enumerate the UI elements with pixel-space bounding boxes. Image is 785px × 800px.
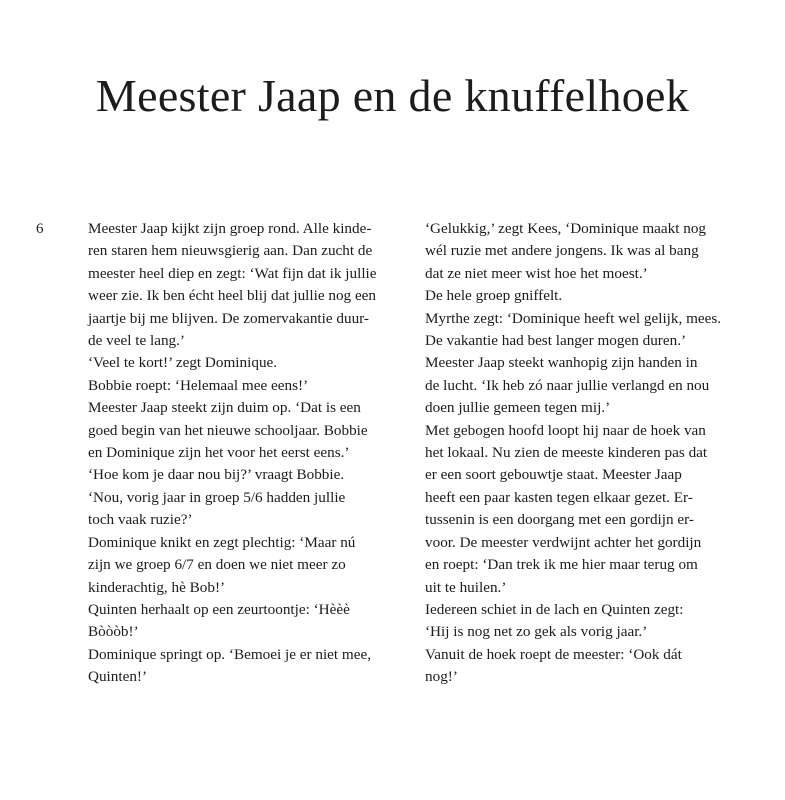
text-line: weer zie. Ik ben écht heel blij dat jullie nog een bbox=[88, 287, 377, 305]
text-line: Quinten!’ bbox=[88, 668, 148, 686]
text-line: Meester Jaap steekt zijn duim op. ‘Dat is een bbox=[88, 399, 361, 417]
text-line: kinderachtig, hè Bob!’ bbox=[88, 578, 226, 596]
text-line: zijn we groep 6/7 en doen we niet meer zo bbox=[88, 556, 346, 574]
text-line: en Dominique zijn het voor het eerst eens.’ bbox=[88, 444, 350, 462]
text-line: ‘Hoe kom je daar nou bij?’ vraagt Bobbie. bbox=[88, 466, 345, 484]
text-line: ‘Hij is nog net zo gek als vorig jaar.’ bbox=[425, 623, 648, 641]
text-line: ren staren hem nieuwsgierig aan. Dan zucht de bbox=[88, 242, 373, 260]
text-line: Vanuit de hoek roept de meester: ‘Ook dát bbox=[425, 645, 682, 663]
text-line: Met gebogen hoofd loopt hij naar de hoek van bbox=[425, 421, 706, 439]
page-title: Meester Jaap en de knuffelhoek bbox=[95, 70, 690, 121]
text-line: wél ruzie met andere jongens. Ik was al bang bbox=[425, 242, 699, 260]
text-line: Meester Jaap kijkt zijn groep rond. Alle kinde- bbox=[88, 220, 372, 237]
text-column-left bbox=[88, 218, 414, 689]
text-line: Bobbie roept: ‘Helemaal mee eens!’ bbox=[88, 376, 309, 394]
text-line: heeft een paar kasten tegen elkaar gezet. Er- bbox=[425, 488, 693, 506]
text-line: Dominique springt op. ‘Bemoei je er niet mee, bbox=[88, 645, 372, 663]
text-line: het lokaal. Nu zien de meeste kinderen pas dat bbox=[425, 444, 708, 462]
text-line: voor. De meester verdwijnt achter het gordijn bbox=[425, 533, 702, 551]
text-line: toch vaak ruzie?’ bbox=[88, 511, 193, 529]
text-line: doen jullie gemeen tegen mij.’ bbox=[425, 399, 611, 417]
text-line: Meester Jaap steekt wanhopig zijn handen in bbox=[425, 354, 698, 372]
text-line: Quinten herhaalt op een zeurtoontje: ‘Hèèè bbox=[88, 600, 350, 618]
text-line: tussenin is een doorgang met een gordijn er- bbox=[425, 511, 694, 529]
text-line: ‘Gelukkig,’ zegt Kees, ‘Dominique maakt nog bbox=[425, 220, 707, 237]
text-line: er een soort gebouwtje staat. Meester Jaap bbox=[425, 466, 682, 484]
text-line: Dominique knikt en zegt plechtig: ‘Maar nú bbox=[88, 533, 356, 551]
text-line: jaartje bij me blijven. De zomervakantie duur- bbox=[88, 309, 369, 327]
text-line: de veel te lang.’ bbox=[88, 332, 185, 350]
text-line: nog!’ bbox=[425, 668, 458, 686]
text-line: de lucht. ‘Ik heb zó naar jullie verlangd en nou bbox=[425, 376, 710, 394]
page-number: 6 bbox=[36, 221, 44, 237]
text-line: ‘Veel te kort!’ zegt Dominique. bbox=[88, 354, 278, 372]
text-line: meester heel diep en zegt: ‘Wat fijn dat ik jullie bbox=[88, 264, 377, 282]
text-line: dat ze niet meer wist hoe het moest.’ bbox=[425, 264, 648, 282]
text-line: Iedereen schiet in de lach en Quinten zegt: bbox=[425, 600, 684, 618]
text-line: goed begin van het nieuwe schooljaar. Bobbie bbox=[88, 421, 368, 439]
text-line: ‘Nou, vorig jaar in groep 5/6 hadden jullie bbox=[88, 488, 346, 506]
text-line: Myrthe zegt: ‘Dominique heeft wel gelijk, mees. bbox=[425, 309, 722, 327]
text-line: Bòòòb!’ bbox=[88, 623, 139, 641]
text-line: uit te huilen.’ bbox=[425, 578, 507, 596]
text-line: De hele groep gniffelt. bbox=[425, 287, 563, 305]
text-column-right bbox=[425, 218, 751, 689]
text-line: De vakantie had best langer mogen duren.’ bbox=[425, 332, 687, 350]
text-line: en roept: ‘Dan trek ik me hier maar terug om bbox=[425, 556, 698, 574]
